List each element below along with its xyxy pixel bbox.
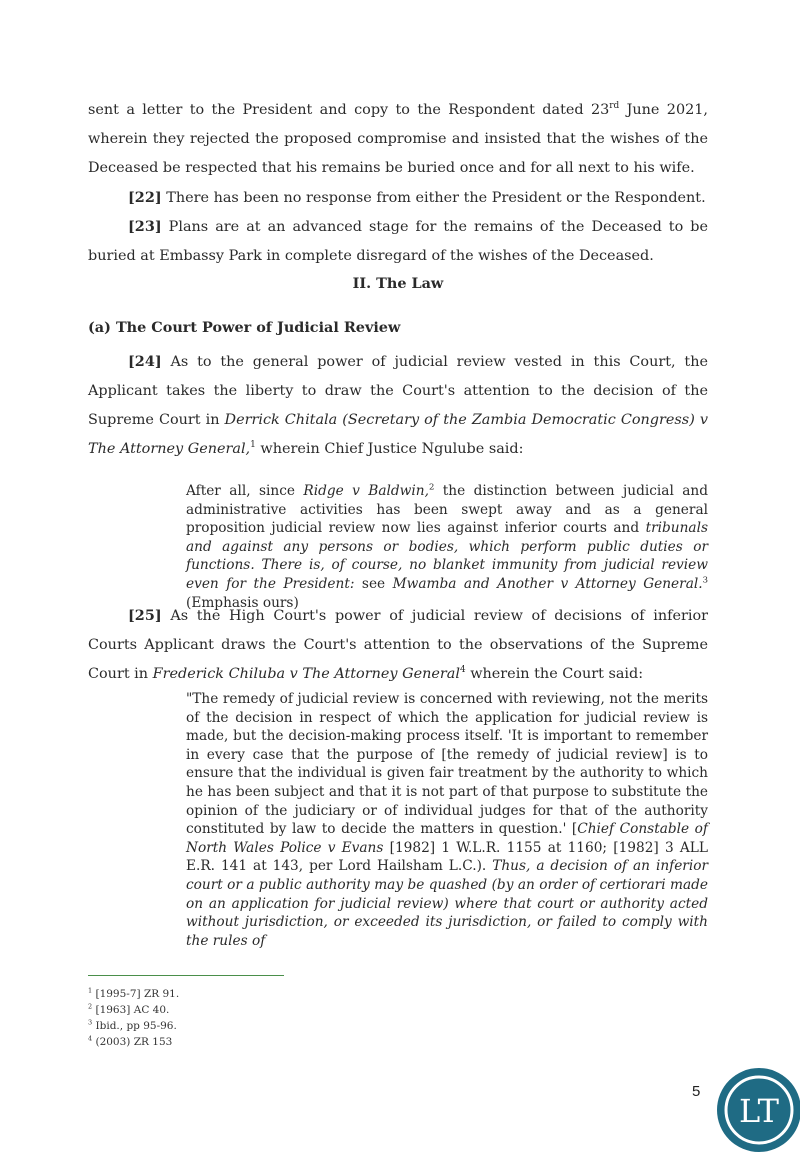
- paragraph-23: [88, 212, 708, 271]
- footnote-number: 2: [88, 1002, 93, 1011]
- paragraph-22: [88, 183, 708, 213]
- footnote-text: [1963] AC 40.: [92, 1004, 170, 1016]
- paragraph-number: [24]: [128, 353, 162, 370]
- footnote-4: [88, 1034, 488, 1050]
- case-citation: Mwamba and Another v Attorney General.: [392, 575, 703, 592]
- paragraph-text: There has been no response from either the President or the Respondent.: [161, 190, 706, 206]
- footnotes: [88, 986, 488, 1050]
- section-heading: II. The Law: [352, 275, 444, 292]
- p21-text: sent a letter to the President and copy to the Respondent dated 23rd June 2021, wherein they rejected the proposed compromise and insisted that the wishes of the Deceased be respected that his remains be buried once and for all next to his wife.: [88, 101, 709, 176]
- paragraph-text: Plans are at an advanced stage for the remains of the Deceased to be buried at Embassy Park in complete disregard of the wishes of the Deceased.: [88, 219, 708, 264]
- paragraph-25: [88, 601, 708, 689]
- emphasized-text: Thus, a decision of an inferior court or a public authority may be quashed (by an order of certiorari made on an application for judicial review) where that court or authority acted without jurisdiction, or exceeded its jurisdiction, or failed to comply with the rules of: [186, 858, 709, 949]
- paragraph-text: wherein Chief Justice Ngulube said:: [255, 441, 524, 457]
- footnote-text: [1995-7] ZR 91.: [92, 988, 180, 1000]
- footnote-ref: 4: [459, 665, 466, 676]
- paragraph-24: [88, 347, 708, 464]
- quote-text: the distinction between judicial and administrative activities has been swept away and as a general proposition judicial review now lies against inferior courts and: [186, 483, 708, 537]
- footnote-3: [88, 1018, 488, 1034]
- case-citation: Derrick Chitala (Secretary of the Zambia Democratic Congress) v The Attorney General,: [88, 412, 708, 457]
- quote-text: After all, since: [186, 483, 304, 499]
- footnote-ref: 3: [702, 575, 708, 586]
- lt-logo: [715, 1066, 800, 1154]
- paragraph-21-continuation: [88, 96, 708, 183]
- footnote-separator: [88, 975, 284, 976]
- footnote-text: (2003) ZR 153: [92, 1036, 173, 1048]
- case-citation: Ridge v Baldwin,: [303, 483, 429, 499]
- quote-text: see: [354, 575, 393, 592]
- sub-heading: (a) The Court Power of Judicial Review: [88, 319, 401, 336]
- footnote-text: Ibid., pp 95-96.: [92, 1020, 177, 1032]
- paragraph-text: As to the general power of judicial review vested in this Court, the Applicant takes the liberty to draw the Court's attention to the decision of the Supreme Court in: [88, 354, 708, 428]
- paragraph-text: wherein the Court said:: [465, 666, 644, 682]
- block-quote-2: [186, 690, 708, 950]
- paragraph-number: [25]: [128, 607, 162, 624]
- paragraph-number: [23]: [128, 218, 162, 235]
- footnote-ref: 1: [250, 440, 256, 451]
- emphasized-text: tribunals and against any persons or bodies, which perform public duties or functions. There is, of course, no blanket immunity from judicial review even for the President:: [186, 520, 708, 592]
- page-number: 5: [692, 1083, 701, 1100]
- paragraph-number: [22]: [128, 189, 162, 206]
- footnote-ref: 2: [428, 482, 435, 493]
- paragraph-text: As the High Court's power of judicial review of decisions of inferior Courts Applicant draws the Court's attention to the observations of the Supreme Court in: [88, 608, 708, 682]
- logo-text: LT: [739, 1092, 779, 1130]
- case-citation: Chief Constable of North Wales Police v Evans: [186, 821, 708, 856]
- footnote-2: [88, 1002, 488, 1018]
- footnote-1: [88, 986, 488, 1002]
- quote-text: (Emphasis ours): [186, 594, 299, 611]
- case-citation: Frederick Chiluba v The Attorney General: [152, 666, 460, 682]
- block-quote-1: [186, 482, 708, 612]
- footnote-number: 3: [88, 1018, 93, 1027]
- quote-text: [1982] 1 W.L.R. 1155 at 1160; [1982] 3 ALL E.R. 141 at 143, per Lord Hailsham L.C.).: [186, 839, 708, 875]
- footnote-number: 1: [88, 986, 93, 995]
- footnote-number: 4: [88, 1034, 93, 1043]
- quote-text: "The remedy of judicial review is concerned with reviewing, not the merits of the decision in respect of which the application for judicial review is made, but the decision-making process itself. 'It is important to remember in every case that the purpose of [the remedy of judicial review] is to ensure that the individual is given fair treatment by the authority to which he has been subject and that it is not part of that purpose to substitute the opinion of the judiciary or of individual judges for that of the authority constituted by law to decide the matters in question.' [: [186, 691, 708, 838]
